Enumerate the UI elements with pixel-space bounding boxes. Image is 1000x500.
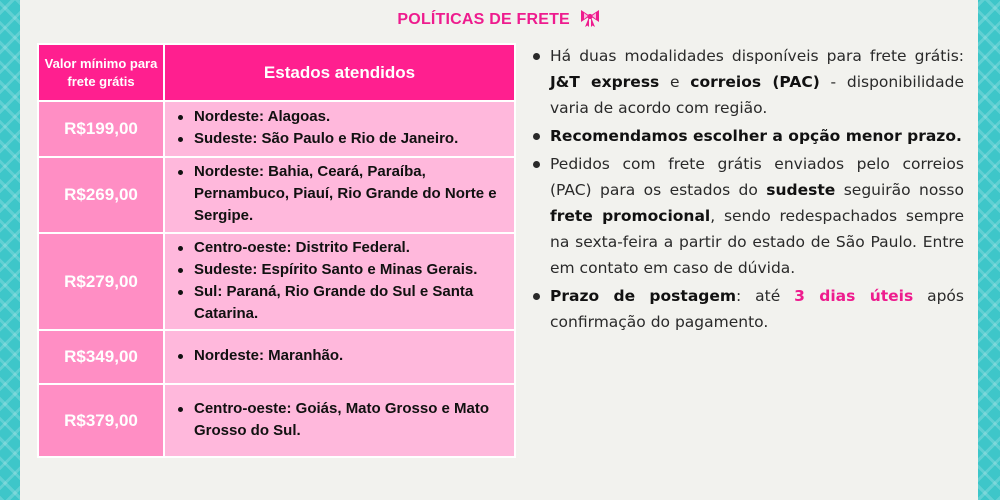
- list-item: Sudeste: São Paulo e Rio de Janeiro.: [169, 128, 512, 150]
- price-cell: R$379,00: [38, 384, 164, 457]
- list-item: Nordeste: Maranhão.: [169, 345, 512, 367]
- price-cell: R$349,00: [38, 330, 164, 384]
- policy-item-posting-deadline: Prazo de postagem: até 3 dias úteis após confirmação do pagamento.: [530, 283, 964, 335]
- table-header-row: [38, 44, 515, 101]
- price-cell: R$269,00: [38, 157, 164, 233]
- states-cell: [164, 384, 515, 457]
- list-item: Centro-oeste: Goiás, Mato Grosso e Mato Grosso do Sul.: [169, 398, 512, 442]
- policy-item-recommendation: Recomendamos escolher a opção menor prazo.: [530, 123, 964, 149]
- list-item: Centro-oeste: Distrito Federal.: [169, 237, 512, 259]
- table-row: [38, 233, 515, 330]
- list-item: Nordeste: Alagoas.: [169, 106, 512, 128]
- title-text: POLÍTICAS DE FRETE: [397, 11, 570, 28]
- carrier-jt: J&T express: [550, 73, 660, 91]
- page-title: [20, 8, 978, 33]
- table-row: [38, 101, 515, 157]
- freight-policy-card: [20, 0, 978, 500]
- list-item: Nordeste: Bahia, Ceará, Paraíba, Pernambuco, Piauí, Rio Grande do Norte e Sergipe.: [169, 161, 512, 227]
- deadline-highlight: 3 dias úteis: [794, 287, 914, 305]
- table-row: [38, 384, 515, 457]
- header-min-value: Valor mínimo para frete grátis: [38, 44, 164, 101]
- header-states: Estados atendidos: [164, 44, 515, 101]
- carrier-correios: correios (PAC): [690, 73, 820, 91]
- states-cell: [164, 233, 515, 330]
- price-cell: R$199,00: [38, 101, 164, 157]
- states-cell: [164, 330, 515, 384]
- freight-table: [37, 43, 516, 458]
- list-item: Sul: Paraná, Rio Grande do Sul e Santa Catarina.: [169, 281, 512, 325]
- bow-icon: [579, 8, 601, 33]
- list-item: Sudeste: Espírito Santo e Minas Gerais.: [169, 259, 512, 281]
- price-cell: R$279,00: [38, 233, 164, 330]
- policy-item-promotional: Pedidos com frete grátis enviados pelo correios (PAC) para os estados do sudeste seguirão nosso frete promocional, sendo redespachados sempre na sexta-feira a partir do estado de São Paulo. Entre em contato em caso de dúvida.: [530, 151, 964, 281]
- policy-item-modalities: Há duas modalidades disponíveis para frete grátis: J&T express e correios (PAC) - disponibilidade varia de acordo com região.: [530, 43, 964, 121]
- table-row: [38, 157, 515, 233]
- policy-list: [530, 43, 964, 337]
- states-cell: [164, 101, 515, 157]
- states-cell: [164, 157, 515, 233]
- table-row: [38, 330, 515, 384]
